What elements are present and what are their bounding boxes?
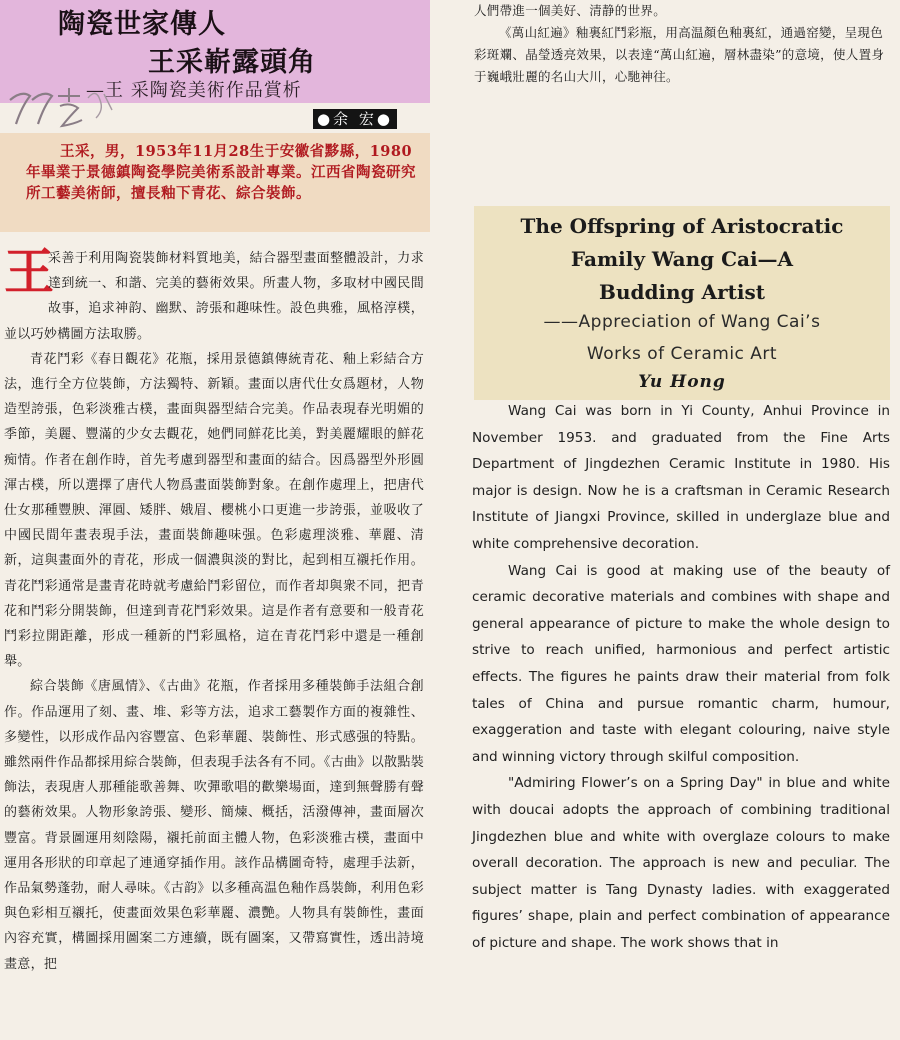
- chinese-paragraph: 采善于利用陶瓷裝飾材料質地美，結合器型畫面整體設計，力求達到統一、和諧、完美的藝術效果。所畫人物，多取材中國民間故事，追求神韵、幽默、誇張和趣味性。設色典雅，風格淳樸，並以巧妙構圖方法取勝。: [4, 251, 424, 342]
- author-bio-box: [0, 133, 430, 232]
- chinese-continuation: [474, 0, 892, 88]
- chinese-title-line2: 王采嶄露頭角: [148, 47, 316, 78]
- drop-cap: 王: [4, 242, 54, 301]
- chinese-paragraph: 綜合裝飾《唐風情》、《古曲》花瓶，作者採用多種裝飾手法組合創作。作品運用了刻、畫、堆、彩等方法，追求工藝製作方面的複雜性、多變性，以形成作品內容豐富、色彩華麗、裝飾性、形式感强的特點。雖然兩件作品都採用綜合裝飾，但表現手法各有不同。《古曲》以散點裝飾法，表現唐人那種能歌善舞、吹彈歌唱的歡樂場面，達到無聲勝有聲的藝術效果。人物形象誇張、變形、簡煉、概括，活潑傳神，畫面層次豐富。背景圖運用刻陰陽，襯托前面主體人物，色彩淡雅古樸，畫面中運用各形狀的印章起了連通穿插作用。該作品構圖奇特，處理手法新，作品氣勢蓬勃，耐人尋味。《古韵》以多種高温色釉作爲裝飾，利用色彩與色彩相互襯托，使畫面效果色彩華麗、濃艷。人物具有裝飾性，畫面內容充實，構圖採用圖案二方連續，既有圖案，又帶寫實性，透出詩境畫意，把: [4, 679, 424, 972]
- english-paragraph: Wang Cai was born in Yi County, Anhui Province in November 1953. and graduated from the Fine Arts Department of Jingdezhen Ceramic Institute in 1980. His major is design. Now he is a craftsman in Ceramic Research Institute of Jiangxi Province, skilled in underglaze blue and white comprehensive decoration.: [472, 403, 890, 552]
- chinese-paragraph: 青花鬥彩《春日觀花》花瓶，採用景德鎮傳統青花、釉上彩結合方法，進行全方位裝飾，方法獨特、新穎。畫面以唐代仕女爲題材，人物造型誇張，色彩淡雅古樸，畫面與器型結合完美。作品表現春光明媚的季節，美麗、豐滿的少女去觀花，她們同鮮花比美，對美麗耀眼的鮮花痴情。作者在創作時，首先考慮到器型和畫面的結合。因爲器型外形圓渾古樸，所以選擇了唐代人物爲畫面裝飾對象。在創作處理上，把唐代仕女那種豐腴、渾圓、矮胖、娥眉、櫻桃小口更進一步誇張，並吸收了中國民間年畫表現手法，畫面裝飾趣味强。色彩處理淡雅、華麗、清新，這與畫面外的青花，形成一個濃與淡的對比，起到相互襯托作用。青花鬥彩通常是畫青花時就考慮給鬥彩留位，而作者却與衆不同，把青花和鬥彩分開裝飾，但達到青花鬥彩效果。這是作者有意要和一般青花鬥彩拉開距離，形成一種新的鬥彩風格，這在青花鬥彩中還是一種創舉。: [4, 351, 424, 670]
- english-article-body: [472, 398, 890, 956]
- chinese-paragraph: 人們帶進一個美好、清静的世界。: [474, 3, 667, 18]
- english-author: Yu Hong: [638, 372, 726, 392]
- english-title: The Offspring of Aristocratic Family Wang Cai—A Budding Artist: [520, 214, 844, 304]
- author-bio: 王采，男，1953年11月28生于安徽省黟縣，1980年畢業于景德鎮陶瓷學院美術系設計專業。江西省陶瓷研究所工藝美術師，擅長釉下青花、綜合裝飾。: [26, 143, 416, 202]
- english-paragraph: "Admiring Flower’s on a Spring Day" in blue and white with doucai adopts the approach of combining traditional Jingdezhen blue and white with overglaze colours to make overall decoration. The approach is new and peculiar. The subject matter is Tang Dynasty ladies. with exaggerated figures’ shape, plain and perfect combination of appearance of picture and shape. The work shows that in: [472, 775, 890, 951]
- author-badge: ●余 宏●: [313, 109, 397, 129]
- chinese-article-body: [4, 242, 424, 977]
- english-paragraph: Wang Cai is good at making use of the beauty of ceramic decorative materials and combines with shape and general appearance of picture to make the whole design to strive to reach unified, harmonious and perfect artistic effects. The figures he paints draw their material from folk tales of China and pursue romantic charm, humour, exaggeration and taste with elegant colouring, naive style and winning victory through skilful composition.: [472, 562, 890, 765]
- author-row: [0, 103, 430, 133]
- chinese-title-line1: 陶瓷世家傳人: [58, 9, 226, 40]
- chinese-paragraph: 《萬山紅遍》釉裏紅鬥彩瓶，用高温顏色釉裏紅，通過窑變，呈現色彩斑斕、晶瑩透亮效果，以表達“萬山紅遍，層林盡染”的意境，使人置身于巍峨壯麗的名山大川，心馳神往。: [474, 25, 885, 84]
- english-title-box: [474, 206, 890, 400]
- chinese-subtitle: —王 采陶瓷美術作品賞析: [86, 80, 302, 101]
- english-subtitle: ——Appreciation of Wang Cai’s Works of Ceramic Art: [543, 312, 821, 364]
